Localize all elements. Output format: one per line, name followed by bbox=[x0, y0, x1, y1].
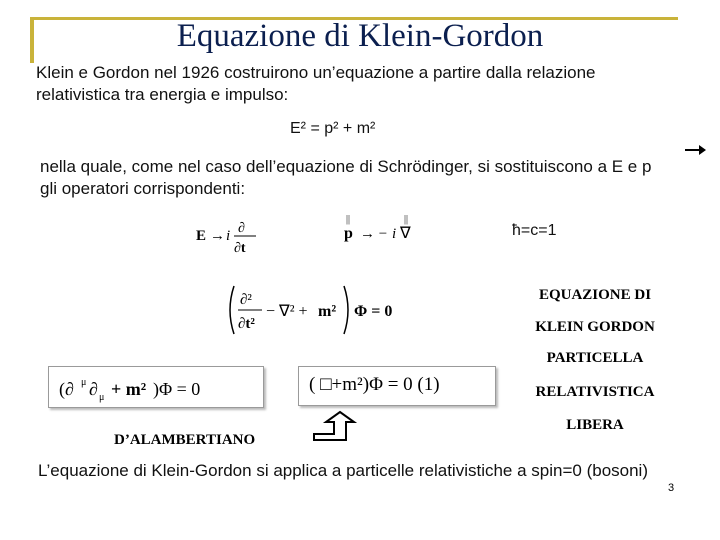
label-particella: PARTICELLA bbox=[546, 350, 644, 366]
svg-text:∇: ∇ bbox=[400, 225, 411, 242]
dalembert-equation-box bbox=[298, 366, 496, 406]
energy-relation: E² = p² + m² bbox=[290, 120, 376, 137]
svg-text:m²: m² bbox=[318, 303, 337, 320]
title-rule-left bbox=[30, 17, 34, 63]
slide-title: Equazione di Klein-Gordon bbox=[176, 18, 544, 54]
svg-text:(∂: (∂ bbox=[59, 379, 74, 399]
svg-text:→ −: → − bbox=[360, 226, 388, 242]
operator-energy-formula bbox=[192, 212, 282, 258]
svg-text:+ m²: + m² bbox=[111, 379, 147, 399]
svg-text:μ: μ bbox=[99, 392, 105, 403]
svg-text:i: i bbox=[226, 228, 231, 244]
substitution-line-2: gli operatori corrispondenti: bbox=[40, 179, 246, 198]
page-number: 3 bbox=[668, 482, 675, 494]
up-arrow-icon bbox=[310, 410, 362, 444]
svg-text:− ∇² +: − ∇² + bbox=[266, 303, 308, 320]
svg-text:Φ = 0: Φ = 0 bbox=[354, 303, 393, 320]
label-relativistica: RELATIVISTICA bbox=[535, 384, 655, 400]
klein-gordon-equation-formula bbox=[226, 282, 416, 338]
svg-text:∂t²: ∂t² bbox=[238, 316, 255, 332]
svg-text:)Φ = 0: )Φ = 0 bbox=[153, 379, 201, 399]
svg-text:∂: ∂ bbox=[238, 221, 245, 236]
svg-text:E: E bbox=[196, 228, 207, 244]
dalembertiano-label: D’ALAMBERTIANO bbox=[114, 432, 256, 448]
dalembert-equation: ( □+m²)Φ = 0 (1) bbox=[309, 374, 440, 395]
conclusion-text: L’equazione di Klein-Gordon si applica a particelle relativistiche a spin=0 (bosoni) bbox=[38, 461, 648, 480]
svg-text:∂: ∂ bbox=[89, 379, 98, 399]
svg-text:∂²: ∂² bbox=[240, 292, 252, 308]
svg-text:||: || bbox=[404, 214, 409, 225]
klein-gordon-equation bbox=[226, 282, 416, 338]
intro-line-1: Klein e Gordon nel 1926 costruirono un’equazione a partire dalla relazione bbox=[36, 63, 596, 82]
svg-text:μ: μ bbox=[81, 377, 87, 388]
label-libera: LIBERA bbox=[566, 417, 624, 433]
operator-momentum-formula bbox=[340, 208, 430, 248]
operator-momentum bbox=[340, 208, 430, 248]
svg-text:i: i bbox=[392, 226, 397, 242]
svg-text:→: → bbox=[210, 228, 225, 244]
svg-text:∂t: ∂t bbox=[234, 241, 246, 256]
label-klein-gordon: KLEIN GORDON bbox=[535, 319, 655, 335]
substitution-line-1: nella quale, come nel caso dell’equazione di Schrödinger, si sostituiscono a E e p bbox=[40, 157, 652, 176]
svg-text:||: || bbox=[346, 214, 351, 225]
covariant-equation-box bbox=[48, 366, 264, 408]
operator-energy bbox=[192, 212, 282, 258]
vector-arrow-icon bbox=[683, 144, 707, 156]
covariant-equation-formula bbox=[49, 367, 263, 407]
label-equazione-di: EQUAZIONE DI bbox=[538, 287, 652, 303]
intro-line-2: relativistica tra energia e impulso: bbox=[36, 85, 289, 104]
natural-units: ħ=c=1 bbox=[512, 222, 557, 239]
svg-text:p: p bbox=[344, 225, 353, 242]
